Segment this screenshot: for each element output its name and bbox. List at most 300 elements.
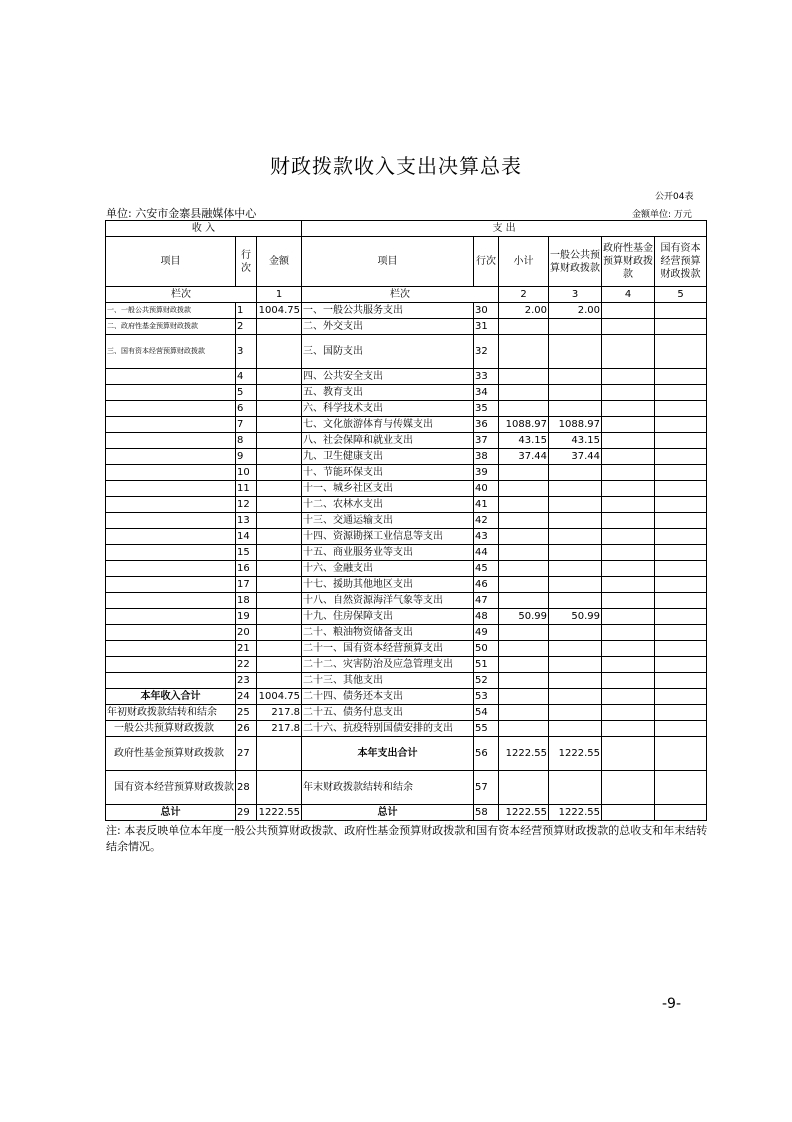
general-budget-amount: [549, 577, 602, 593]
income-row-no: 11: [236, 481, 257, 497]
gov-fund-amount: [602, 513, 655, 529]
expense-item: 九、卫生健康支出: [302, 449, 474, 465]
general-budget-amount: 1222.55: [549, 737, 602, 771]
table-row: [106, 721, 707, 737]
page-title: 财政拨款收入支出决算总表: [270, 154, 522, 178]
income-amount: [257, 673, 302, 689]
footnote: 注: 本表反映单位本年度一般公共预算财政拨款、政府性基金预算财政拨款和国有资本经营预算财政拨款的总收支和年末结转结余情况。: [106, 824, 708, 853]
income-item: 年初财政拨款结转和结余: [106, 705, 236, 721]
gov-fund-amount: [602, 449, 655, 465]
gov-fund-amount: [602, 401, 655, 417]
column-index-row: [106, 287, 707, 303]
general-budget-amount: [549, 657, 602, 673]
income-row-no: 4: [236, 369, 257, 385]
state-capital-amount: [655, 657, 707, 673]
income-row-no: 8: [236, 433, 257, 449]
state-capital-amount: [655, 401, 707, 417]
income-item: 三、国有资本经营预算财政拨款: [106, 335, 236, 369]
income-item: [106, 369, 236, 385]
income-amount: [257, 465, 302, 481]
expense-item: 二、外交支出: [302, 319, 474, 335]
table-row: [106, 303, 707, 319]
income-item: [106, 577, 236, 593]
expense-item: 本年支出合计: [302, 737, 474, 771]
state-capital-amount: [655, 577, 707, 593]
gov-fund-amount: [602, 771, 655, 805]
gov-fund-amount: [602, 497, 655, 513]
expense-row-no: 45: [474, 561, 499, 577]
col-index-5: 5: [655, 287, 707, 303]
gov-fund-amount: [602, 545, 655, 561]
income-item: [106, 641, 236, 657]
expense-subtotal: [499, 369, 549, 385]
general-budget-amount: [549, 721, 602, 737]
expense-subtotal: 37.44: [499, 449, 549, 465]
income-amount: [257, 657, 302, 673]
income-item: [106, 609, 236, 625]
expense-item: 十一、城乡社区支出: [302, 481, 474, 497]
general-budget-header: 一般公共预算财政拨款: [549, 237, 602, 287]
income-row-no: 29: [236, 805, 257, 821]
table-row: [106, 335, 707, 369]
expense-row-no: 31: [474, 319, 499, 335]
table-row: [106, 737, 707, 771]
income-amount: [257, 577, 302, 593]
expense-item: 六、科学技术支出: [302, 401, 474, 417]
expense-item: 十八、自然资源海洋气象等支出: [302, 593, 474, 609]
expense-item: 二十五、债务付息支出: [302, 705, 474, 721]
income-row-no: 10: [236, 465, 257, 481]
expense-row-no: 56: [474, 737, 499, 771]
gov-fund-amount: [602, 529, 655, 545]
income-item: [106, 385, 236, 401]
table-row: [106, 771, 707, 805]
gov-fund-amount: [602, 319, 655, 335]
expense-subtotal: [499, 465, 549, 481]
expense-row-no: 58: [474, 805, 499, 821]
general-budget-amount: [549, 401, 602, 417]
gov-fund-amount: [602, 577, 655, 593]
general-budget-amount: [549, 673, 602, 689]
general-budget-amount: [549, 369, 602, 385]
general-budget-amount: [549, 593, 602, 609]
income-amount: [257, 369, 302, 385]
expense-row-no: 34: [474, 385, 499, 401]
income-amount: [257, 401, 302, 417]
expense-row-no: 32: [474, 335, 499, 369]
expense-subtotal: 50.99: [499, 609, 549, 625]
gov-fund-amount: [602, 689, 655, 705]
expense-row-no: 46: [474, 577, 499, 593]
income-row-no: 3: [236, 335, 257, 369]
expense-row-no: 43: [474, 529, 499, 545]
col-index-1: 1: [257, 287, 302, 303]
expense-header: 支 出: [302, 221, 707, 237]
expense-item: 十二、农林水支出: [302, 497, 474, 513]
expense-row-no: 52: [474, 673, 499, 689]
income-amount: [257, 545, 302, 561]
expense-subtotal: [499, 641, 549, 657]
expense-item: 十三、交通运输支出: [302, 513, 474, 529]
expense-row-no: 41: [474, 497, 499, 513]
general-budget-amount: [549, 529, 602, 545]
general-budget-amount: [549, 319, 602, 335]
income-amount: 1222.55: [257, 805, 302, 821]
income-row-no: 21: [236, 641, 257, 657]
table-row: [106, 369, 707, 385]
table-row: [106, 319, 707, 335]
expense-row-no: 35: [474, 401, 499, 417]
general-budget-amount: [549, 625, 602, 641]
expense-item: 总计: [302, 805, 474, 821]
income-amount: [257, 319, 302, 335]
expense-row-no: 50: [474, 641, 499, 657]
income-amount: [257, 335, 302, 369]
expense-subtotal: [499, 625, 549, 641]
expense-subtotal: [499, 771, 549, 805]
table-row: [106, 465, 707, 481]
page-number: -9-: [662, 996, 682, 1012]
gov-fund-amount: [602, 303, 655, 319]
general-budget-amount: [549, 689, 602, 705]
income-item: [106, 529, 236, 545]
expense-row-no: 37: [474, 433, 499, 449]
expense-row-no: 48: [474, 609, 499, 625]
expense-subtotal: [499, 335, 549, 369]
expense-item: 八、社会保障和就业支出: [302, 433, 474, 449]
expense-subtotal: [499, 319, 549, 335]
gov-fund-amount: [602, 465, 655, 481]
gov-fund-amount: [602, 657, 655, 673]
gov-fund-amount: [602, 385, 655, 401]
table-row: [106, 625, 707, 641]
general-budget-amount: [549, 385, 602, 401]
income-row-no: 2: [236, 319, 257, 335]
expense-row-no: 36: [474, 417, 499, 433]
state-capital-amount: [655, 465, 707, 481]
expense-item: 二十、粮油物资储备支出: [302, 625, 474, 641]
income-amount: [257, 497, 302, 513]
col-index-2: 2: [499, 287, 549, 303]
income-amount: [257, 449, 302, 465]
state-capital-amount: [655, 625, 707, 641]
expense-subtotal: [499, 705, 549, 721]
income-amount: [257, 561, 302, 577]
income-row-no: 12: [236, 497, 257, 513]
gov-fund-amount: [602, 481, 655, 497]
table-row: [106, 805, 707, 821]
table-row: [106, 561, 707, 577]
expense-row-no: 57: [474, 771, 499, 805]
amount-unit: 金额单位: 万元: [632, 210, 692, 220]
income-row-no: 9: [236, 449, 257, 465]
general-budget-amount: [549, 705, 602, 721]
expense-row-no: 44: [474, 545, 499, 561]
general-budget-amount: [549, 481, 602, 497]
income-amount: [257, 529, 302, 545]
header-row-2: [106, 237, 707, 287]
table-row: [106, 385, 707, 401]
income-amount: [257, 737, 302, 771]
income-row-no: 25: [236, 705, 257, 721]
gov-fund-header: 政府性基金预算财政拨款: [602, 237, 655, 287]
expense-subtotal: 1088.97: [499, 417, 549, 433]
expense-item: 十四、资源勘探工业信息等支出: [302, 529, 474, 545]
income-row-no: 17: [236, 577, 257, 593]
table-row: [106, 545, 707, 561]
income-row-no: 5: [236, 385, 257, 401]
income-amount: [257, 433, 302, 449]
expense-row-no: 49: [474, 625, 499, 641]
expense-subtotal: [499, 513, 549, 529]
gov-fund-amount: [602, 335, 655, 369]
expense-row-no: 47: [474, 593, 499, 609]
expense-subtotal: [499, 529, 549, 545]
income-item: 一般公共预算财政拨款: [106, 721, 236, 737]
income-row-no: 16: [236, 561, 257, 577]
expense-row-no: 33: [474, 369, 499, 385]
income-item: 国有资本经营预算财政拨款: [106, 771, 236, 805]
state-capital-amount: [655, 369, 707, 385]
general-budget-amount: [549, 465, 602, 481]
table-row: [106, 593, 707, 609]
income-row-no: 1: [236, 303, 257, 319]
table-row: [106, 481, 707, 497]
expense-subtotal: [499, 385, 549, 401]
state-capital-amount: [655, 771, 707, 805]
state-capital-amount: [655, 449, 707, 465]
state-capital-amount: [655, 529, 707, 545]
expense-item: 三、国防支出: [302, 335, 474, 369]
state-capital-amount: [655, 545, 707, 561]
income-item: 本年收入合计: [106, 689, 236, 705]
income-row-no: 27: [236, 737, 257, 771]
table-row: [106, 641, 707, 657]
income-item: [106, 433, 236, 449]
exp-item-header: 项目: [302, 237, 474, 287]
expense-item: 二十六、抗疫特别国债安排的支出: [302, 721, 474, 737]
income-row-no: 26: [236, 721, 257, 737]
income-amount: [257, 417, 302, 433]
expense-subtotal: [499, 401, 549, 417]
income-item: [106, 481, 236, 497]
state-capital-amount: [655, 513, 707, 529]
expense-row-no: 40: [474, 481, 499, 497]
table-row: [106, 401, 707, 417]
income-item: [106, 625, 236, 641]
income-amount: [257, 609, 302, 625]
expense-subtotal: 2.00: [499, 303, 549, 319]
income-amount: [257, 771, 302, 805]
expense-row-no: 53: [474, 689, 499, 705]
income-amount: [257, 593, 302, 609]
expense-subtotal: [499, 657, 549, 673]
state-capital-amount: [655, 481, 707, 497]
general-budget-amount: 43.15: [549, 433, 602, 449]
table-row: [106, 497, 707, 513]
expense-item: 七、文化旅游体育与传媒支出: [302, 417, 474, 433]
income-item: [106, 561, 236, 577]
table-row: [106, 657, 707, 673]
income-amount: 217.8: [257, 705, 302, 721]
expense-subtotal: 43.15: [499, 433, 549, 449]
state-capital-amount: [655, 721, 707, 737]
state-capital-amount: [655, 433, 707, 449]
gov-fund-amount: [602, 369, 655, 385]
state-capital-amount: [655, 319, 707, 335]
general-budget-amount: [549, 545, 602, 561]
income-row-no: 13: [236, 513, 257, 529]
state-capital-amount: [655, 385, 707, 401]
income-header: 收 入: [106, 221, 302, 237]
state-capital-amount: [655, 737, 707, 771]
expense-item: 二十三、其他支出: [302, 673, 474, 689]
state-capital-amount: [655, 335, 707, 369]
table-row: [106, 417, 707, 433]
state-capital-amount: [655, 497, 707, 513]
state-capital-amount: [655, 705, 707, 721]
expense-row-no: 30: [474, 303, 499, 319]
income-item: [106, 417, 236, 433]
state-capital-amount: [655, 303, 707, 319]
income-amount: [257, 385, 302, 401]
state-capital-amount: [655, 641, 707, 657]
row-no-header: 行次: [236, 237, 257, 287]
income-item: 政府性基金预算财政拨款: [106, 737, 236, 771]
expense-subtotal: [499, 481, 549, 497]
general-budget-amount: 1088.97: [549, 417, 602, 433]
general-budget-amount: 2.00: [549, 303, 602, 319]
gov-fund-amount: [602, 805, 655, 821]
expense-subtotal: 1222.55: [499, 805, 549, 821]
table-row: [106, 433, 707, 449]
state-capital-amount: [655, 673, 707, 689]
income-item: [106, 673, 236, 689]
expense-item: 二十二、灾害防治及应急管理支出: [302, 657, 474, 673]
expense-item: 十九、住房保障支出: [302, 609, 474, 625]
col-index-4: 4: [602, 287, 655, 303]
income-row-no: 24: [236, 689, 257, 705]
income-item: [106, 593, 236, 609]
income-row-no: 19: [236, 609, 257, 625]
income-item: [106, 545, 236, 561]
gov-fund-amount: [602, 737, 655, 771]
gov-fund-amount: [602, 721, 655, 737]
subtotal-header: 小计: [499, 237, 549, 287]
income-row-no: 7: [236, 417, 257, 433]
income-row-no: 23: [236, 673, 257, 689]
income-amount: 1004.75: [257, 689, 302, 705]
income-item: 二、政府性基金预算财政拨款: [106, 319, 236, 335]
general-budget-amount: [549, 497, 602, 513]
income-row-no: 15: [236, 545, 257, 561]
expense-item: 年末财政拨款结转和结余: [302, 771, 474, 805]
gov-fund-amount: [602, 705, 655, 721]
expense-subtotal: [499, 561, 549, 577]
expense-item: 二十四、债务还本支出: [302, 689, 474, 705]
general-budget-amount: [549, 513, 602, 529]
expense-item: 二十一、国有资本经营预算支出: [302, 641, 474, 657]
expense-subtotal: [499, 577, 549, 593]
income-item: [106, 497, 236, 513]
expense-row-no: 42: [474, 513, 499, 529]
general-budget-amount: [549, 561, 602, 577]
col-index-label-left: 栏次: [106, 287, 257, 303]
state-capital-amount: [655, 609, 707, 625]
expense-subtotal: [499, 497, 549, 513]
form-code: 公开04表: [655, 192, 694, 202]
income-item: 总计: [106, 805, 236, 821]
table-row: [106, 689, 707, 705]
table-row: [106, 513, 707, 529]
table-row: [106, 673, 707, 689]
income-item: [106, 513, 236, 529]
gov-fund-amount: [602, 417, 655, 433]
income-amount: 217.8: [257, 721, 302, 737]
general-budget-amount: 37.44: [549, 449, 602, 465]
state-capital-amount: [655, 593, 707, 609]
exp-row-no-header: 行次: [474, 237, 499, 287]
expense-subtotal: 1222.55: [499, 737, 549, 771]
general-budget-amount: [549, 771, 602, 805]
income-amount: [257, 641, 302, 657]
expense-row-no: 54: [474, 705, 499, 721]
gov-fund-amount: [602, 625, 655, 641]
expense-item: 一、一般公共服务支出: [302, 303, 474, 319]
state-capital-amount: [655, 561, 707, 577]
unit-label: 单位: 六安市金寨县融媒体中心: [106, 207, 257, 220]
general-budget-amount: 50.99: [549, 609, 602, 625]
expense-item: 十六、金融支出: [302, 561, 474, 577]
expense-subtotal: [499, 545, 549, 561]
income-amount: [257, 481, 302, 497]
expense-row-no: 51: [474, 657, 499, 673]
expense-item: 五、教育支出: [302, 385, 474, 401]
income-row-no: 14: [236, 529, 257, 545]
expense-row-no: 55: [474, 721, 499, 737]
income-amount: [257, 625, 302, 641]
income-item: [106, 465, 236, 481]
general-budget-amount: [549, 641, 602, 657]
expense-item: 十七、援助其他地区支出: [302, 577, 474, 593]
expense-item: 四、公共安全支出: [302, 369, 474, 385]
income-item: [106, 401, 236, 417]
table-row: [106, 577, 707, 593]
income-amount: [257, 513, 302, 529]
state-capital-amount: [655, 689, 707, 705]
gov-fund-amount: [602, 641, 655, 657]
income-amount: 1004.75: [257, 303, 302, 319]
income-row-no: 18: [236, 593, 257, 609]
gov-fund-amount: [602, 609, 655, 625]
income-item: [106, 657, 236, 673]
expense-item: 十、节能环保支出: [302, 465, 474, 481]
state-capital-amount: [655, 805, 707, 821]
expense-row-no: 38: [474, 449, 499, 465]
gov-fund-amount: [602, 561, 655, 577]
state-capital-header: 国有资本经营预算财政拨款: [655, 237, 707, 287]
expense-subtotal: [499, 593, 549, 609]
income-row-no: 22: [236, 657, 257, 673]
item-header: 项目: [106, 237, 236, 287]
expense-row-no: 39: [474, 465, 499, 481]
income-item: 一、一般公共预算财政拨款: [106, 303, 236, 319]
col-index-label-right: 栏次: [302, 287, 499, 303]
table-row: [106, 529, 707, 545]
income-item: [106, 449, 236, 465]
col-index-3: 3: [549, 287, 602, 303]
expense-subtotal: [499, 721, 549, 737]
